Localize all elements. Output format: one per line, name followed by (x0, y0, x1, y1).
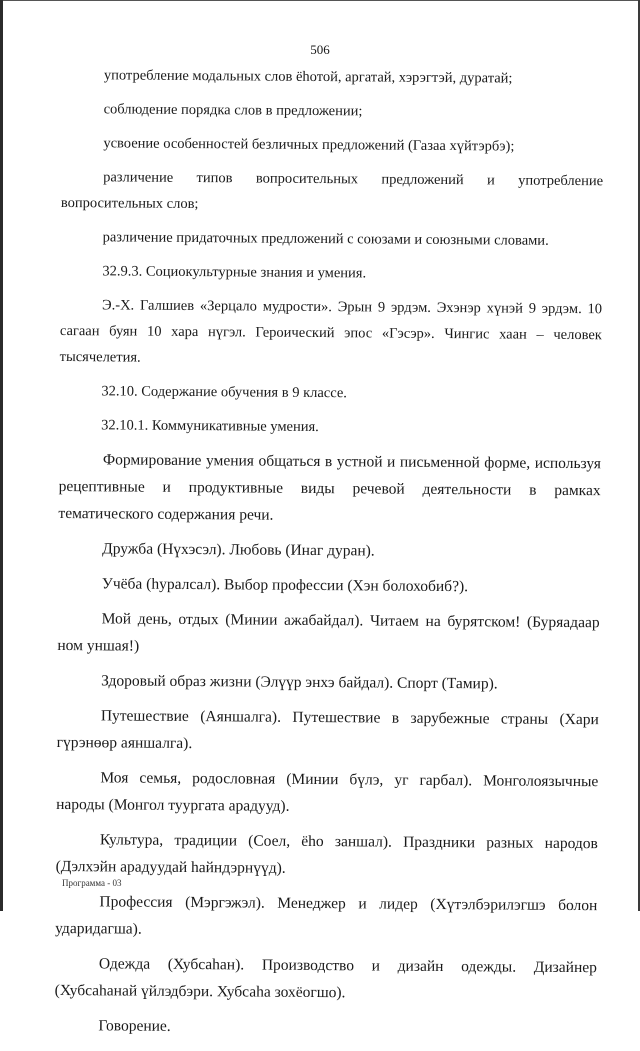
section-heading-32-10-1: 32.10.1. Коммуникативные умения. (101, 417, 319, 436)
scan-edge-top (0, 0, 640, 1)
scan-edge-left (0, 0, 3, 911)
topic-friendship: Дружба (Нүхэсэл). Любовь (Инаг дуран). (102, 540, 375, 560)
topic-healthy-lifestyle: Здоровый образ жизни (Элүүр энхэ байдал). Спорт (Тамир). (101, 672, 498, 693)
topic-travel: Путешествие (Аяншалга). Путешествие в зарубежные страны (Хари гүрэнөөр аяншалга). (56, 707, 599, 753)
section-heading-32-10: 32.10. Содержание обучения в 9 классе. (101, 383, 348, 402)
paragraph-word-order: соблюдение порядка слов в предложении; (103, 101, 363, 120)
paragraph-subordinate-clauses: различение придаточных предложений с союзами и союзными словами. (102, 229, 549, 249)
paragraph-communication: Формирование умения общаться в устной и письменной форме, используя рецептивные и продуктивные виды речевой деятельности в рамках тематического содержания речи. (58, 451, 601, 524)
topic-study: Учёба (hуралсал). Выбор профессии (Хэн болохобиб?). (101, 575, 469, 596)
paragraph-modal-words: употребление модальных слов ёhотой, аргатай, хэрэгтэй, дуратай; (103, 67, 513, 87)
topic-family: Моя семья, родословная (Минии бүлэ, уг гарбал). Монголоязычные народы (Монгол туургата арадууд). (56, 769, 599, 815)
paragraph-interrogative: различение типов вопросительных предложений и употребление вопросительных слов; (60, 169, 604, 213)
topic-speaking: Говорение. (98, 1017, 171, 1035)
topic-my-day: Мой день, отдых (Минии ажабайдал). Читаем на бурятском! (Буряадаар ном уншая!) (57, 610, 600, 655)
topic-culture: Культура, традиции (Соел, ёhо заншал). Праздники разных народов (Дэлхэйн арадуудай hайндэрнүүд). (55, 831, 598, 877)
paragraph-impersonal-sentences: усвоение особенностей безличных предложений (Газаа хүйтэрбэ); (103, 135, 515, 155)
page-footer: Программа - 03 (62, 878, 122, 888)
section-heading-32-9-3: 32.9.3. Социокультурные знания и умения. (102, 263, 367, 282)
topic-clothing: Одежда (Хубсаhан). Производство и дизайн одежды. Дизайнер (Хубсаhанай үйлэдбэри. Хубсаhа зохёогшо). (54, 955, 597, 1002)
paragraph-galshiev: Э.-Х. Галшиев «Зерцало мудрости». Эрын 9 эрдэм. Эхэнэр хүнэй 9 эрдэм. 10 сагаан буян 10 хара нүгэл. Героический эпос «Гэсэр». Чингис хаан – человек тысячелетия. (59, 297, 603, 366)
topic-profession: Профессия (Мэргэжэл). Менеджер и лидер (Хүтэлбэрилэгшэ болон ударидагша). (55, 893, 598, 938)
document-body (54, 62, 604, 1051)
page-number: 506 (310, 42, 330, 57)
